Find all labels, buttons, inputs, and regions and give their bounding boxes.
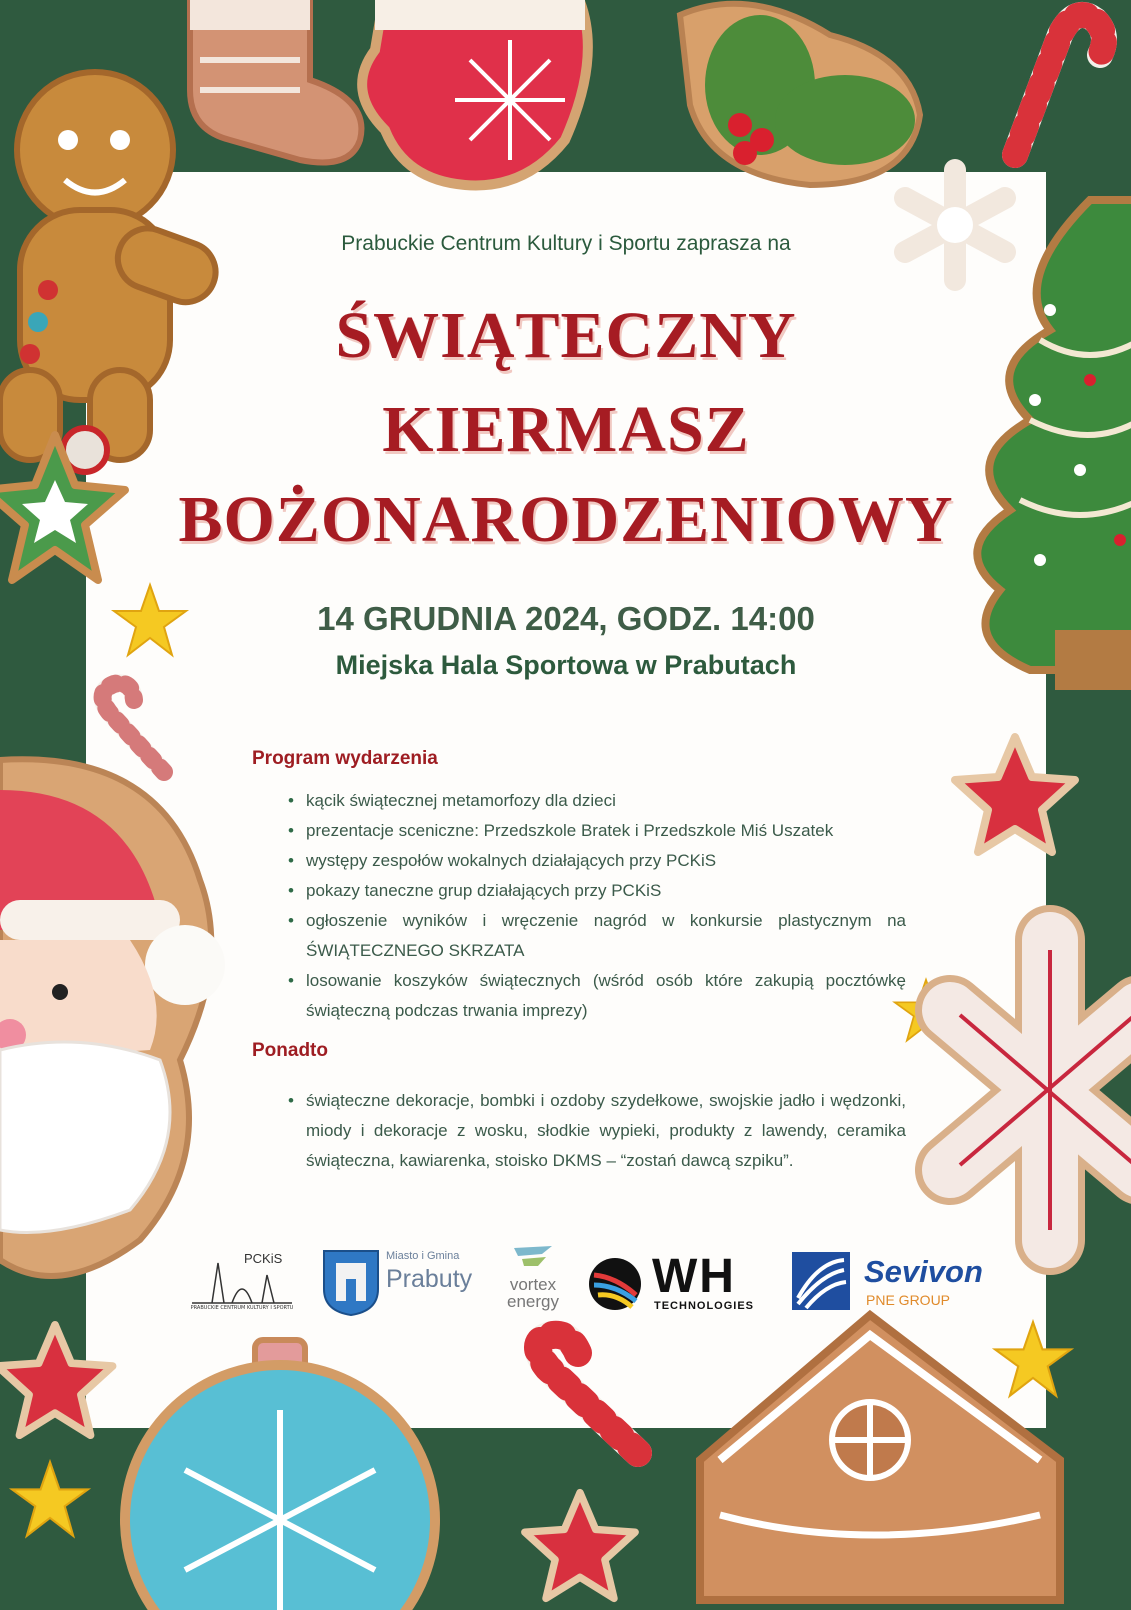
sevivon-sub: PNE GROUP [866, 1292, 951, 1308]
list-item: • występy zespołów wokalnych działających przy PCKiS [306, 846, 906, 876]
snowflake-cookie-icon [910, 900, 1131, 1280]
list-item: • prezentacje sceniczne: Przedszkole Bratek i Przedszkole Miś Uszatek [306, 816, 906, 846]
vortex-energy-logo [500, 1244, 566, 1324]
title-line-2: KIERMASZ [382, 393, 750, 466]
wh-cables-icon [586, 1255, 644, 1313]
title-line-1: ŚWIĄTECZNY [335, 299, 797, 372]
invite-line: Prabuckie Centrum Kultury i Sportu zaprasza na [341, 232, 791, 255]
title-line-3: BOŻONARODZENIOWY [178, 483, 954, 556]
candy-cane-icon [488, 1318, 658, 1468]
bauble-cookie-icon [115, 1340, 445, 1610]
vortex-line2: energy [507, 1292, 559, 1311]
also-list [306, 1086, 906, 1176]
sevivon-logo [792, 1252, 1002, 1314]
santa-cookie-icon [0, 760, 240, 1280]
event-date: 14 GRUDNIA 2024, GODZ. 14:00 [317, 600, 815, 637]
red-star-cookie-icon [520, 1488, 640, 1603]
vortex-line1: vortex [509, 1275, 557, 1294]
also-heading: Ponadto [252, 1040, 328, 1061]
red-star-cookie-icon [0, 1320, 120, 1440]
mitten-cookie-icon [345, 0, 615, 200]
pckis-name: PCKiS [244, 1251, 283, 1266]
prabuty-top: Miasto i Gmina [386, 1250, 460, 1262]
vortex-swirl-icon [512, 1244, 554, 1272]
event-place: Miejska Hala Sportowa w Prabutach [335, 650, 797, 680]
sevivon-stripes-icon [792, 1252, 850, 1310]
list-item: • kącik świątecznej metamorfozy dla dzieci [306, 786, 906, 816]
list-item: • świąteczne dekoracje, bombki i ozdoby szydełkowe, swojskie jadło i wędzonki, miody i dekoracje z wosku, słodkie wypieki, produkty z lawendy, ceramika świąteczna, kawiarenka, stoisko DKMS – “zostań dawcą szpiku”. [306, 1086, 906, 1176]
candy-cane-icon [990, 0, 1110, 165]
program-heading: Program wydarzenia [252, 748, 438, 769]
yellow-star-icon [10, 1460, 90, 1540]
prabuty-name: Prabuty [386, 1265, 473, 1293]
pckis-logo [182, 1245, 302, 1315]
red-star-cookie-icon [950, 732, 1080, 857]
program-list [306, 786, 906, 1026]
gingerbread-house-icon [660, 1310, 1120, 1600]
wh-name: WH [652, 1250, 736, 1303]
list-item: • losowanie koszyków świątecznych (wśród osób które zakupią pocztówkę świąteczną podczas trwania imprezy) [306, 966, 906, 1026]
wh-technologies-logo [586, 1250, 776, 1315]
list-item: • ogłoszenie wyników i wręczenie nagród w konkursie plastycznym na ŚWIĄTECZNEGO SKRZATA [306, 906, 906, 966]
sevivon-name: Sevivon [864, 1254, 983, 1289]
wh-sub: TECHNOLOGIES [654, 1300, 755, 1312]
prabuty-coat-of-arms-icon [322, 1249, 380, 1317]
pckis-subtitle: PRABUCKIE CENTRUM KULTURY I SPORTU [190, 1305, 294, 1311]
prabuty-logo [322, 1249, 482, 1319]
list-item: • pokazy taneczne grup działających przy PCKiS [306, 876, 906, 906]
